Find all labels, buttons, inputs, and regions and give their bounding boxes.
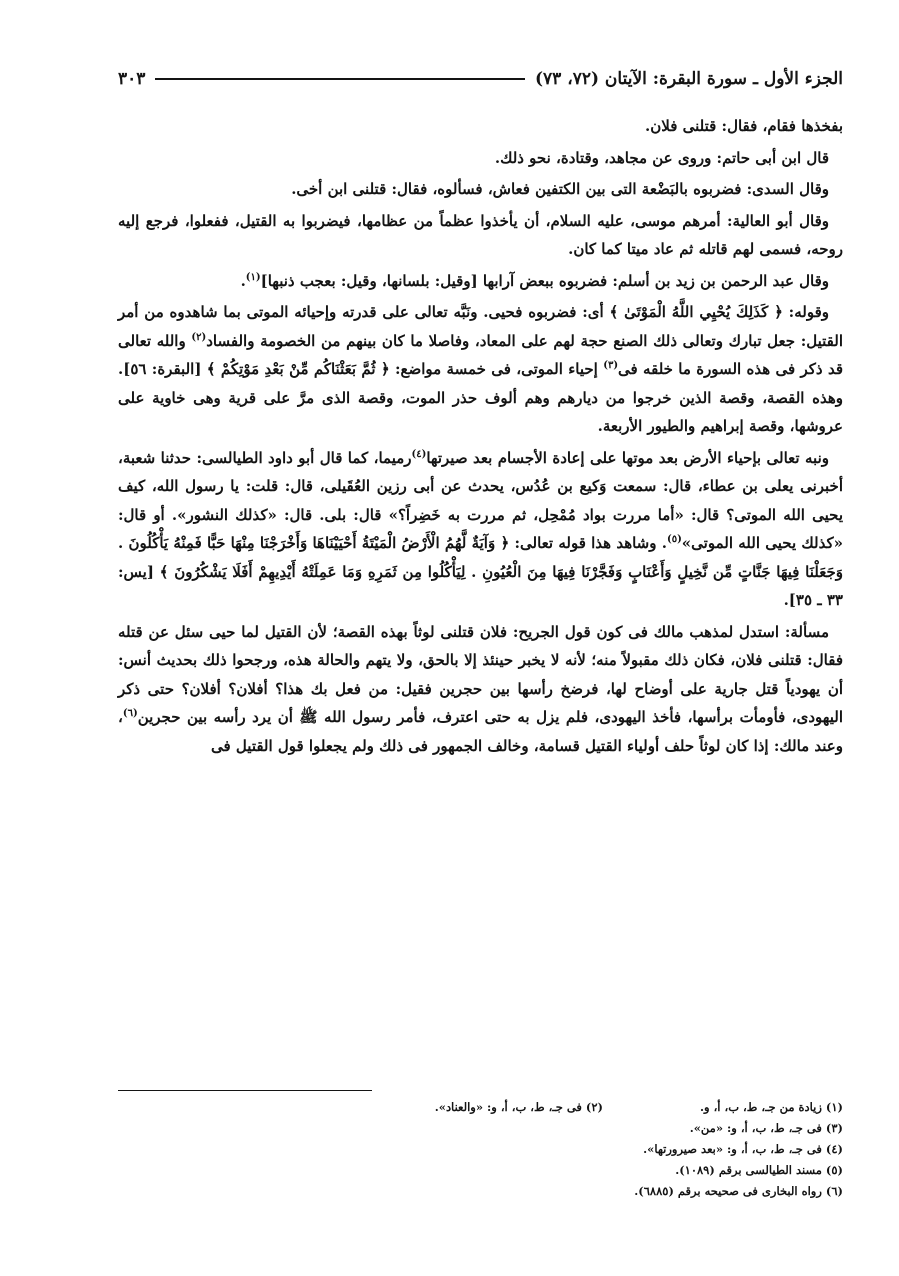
paragraph (118, 618, 843, 761)
footnote: (٢) فى جـ، ط، ب، أ، و: «والعناد». (434, 1100, 603, 1114)
footnote: (٤) فى جـ، ط، ب، أ، و: «بعد صيرورتها». (643, 1142, 843, 1156)
running-title: الجزء الأول ـ سورة البقرة: الآيتان (٧٢، ٧٣) (534, 69, 843, 89)
footnote-ref: (٥) (666, 534, 682, 545)
paragraph: وقال السدى: فضربوه بالبَضْعة التى بين الكتفين فعاش، فسألوه، فقال: قتلنى ابن أخى. (291, 180, 829, 198)
paragraph-text: . وشاهد هذا قوله تعالى: ﴿ وَآيَةٌ لَّهُمُ الْأَرْضُ الْمَيْتَةُ أَحْيَيْنَاهَا وَأَخْرَجْنَا مِنْهَا حَبًّا فَمِنْهُ يَأْكُلُونَ . وَجَعَلْنَا فِيهَا جَنَّاتٍ مِّن نَّخِيلٍ وَأَعْنَابٍ وَفَجَّرْنَا فِيهَا مِنَ الْعُيُونِ . لِيَأْكُلُوا مِن ثَمَرِهِ وَمَا عَمِلَتْهُ أَيْدِيهِمْ أَفَلَا يَشْكُرُونَ ﴾ [يس: ٣٣ ـ ٣٥]. (118, 534, 843, 609)
footnote-rule (118, 1090, 372, 1091)
paragraph-text: ونبه تعالى بإحياء الأرض بعد موتها على إعادة الأجسام بعد صيرتها (426, 448, 830, 467)
paragraph-text: مسألة: استدل لمذهب مالك فى كون قول الجريح: فلان قتلنى لوثاً بهذه القصة؛ لأن القتيل لما حيى سئل عن قتله فقال: قتلنى فلان، فكان ذلك مقبولاً منه؛ لأنه لا يخبر حينئذ إلا بالحق، ولا يتهم والحالة هذه، ورجحوا ذلك بحديث أنس: أن يهودياً قتل جارية على أوضاح لها، فرضخ رأسها بين حجرين فقيل: من فعل بك هذا؟ أفلان؟ أفلان؟ حتى ذكر اليهودى، فأومأت برأسها، فأخذ اليهودى، فلم يزل به حتى اعترف، فأمر رسول الله ﷺ أن يرد رأسه بين حجرين (118, 622, 843, 726)
footnote-row (118, 1097, 843, 1118)
footnote-ref: (٦) (122, 708, 138, 719)
paragraph: وقال أبو العالية: أمرهم موسى، عليه السلام، أن يأخذوا عظماً من عظامها، فيضربوا به القتيل، ففعلوا، فرجع إليه روحه، فسمى لهم قاتله ثم عاد ميتا كما كان. (118, 211, 843, 258)
footnote-ref: (٢) (191, 331, 207, 343)
footnote: (٥) مسند الطيالسى برقم (١٠٨٩). (675, 1163, 843, 1177)
paragraph-text: رميما، كما قال أبو داود الطيالسى: حدثنا شعبة، أخبرنى يعلى بن عطاء، قال: سمعت وَكيع بن عُدُس، يحدث عن أبى رزين العُقَيلى، قال: قلت: يا رسول الله، كيف يحيى الله الموتى؟ قال: «أما مررت بواد مُمْحِل، ثم مررت به خَضِراً؟» قال: بلى. قال: «كذلك النشور». أو قال: «كذلك يحيى الله الموتى» (118, 448, 843, 552)
header-rule (155, 78, 525, 80)
paragraph (118, 444, 843, 615)
footnote: (٣) فى جـ، ط، ب، أ، و: «من». (689, 1121, 843, 1135)
page-body (118, 112, 843, 763)
paragraph-text: والله تعالى قد ذكر فى هذه السورة ما خلقه فى (118, 331, 843, 378)
page-header (118, 66, 843, 92)
paragraph (118, 298, 843, 441)
footnote-ref: (٤) (411, 448, 427, 460)
paragraph: قال ابن أبى حاتم: وروى عن مجاهد، وقتادة، نحو ذلك. (494, 148, 829, 167)
footnote: (٦) رواه البخارى فى صحيحه برقم (٦٨٨٥). (634, 1184, 843, 1198)
paragraph-text: وقال عبد الرحمن بن زيد بن أسلم: فضربوه ببعض آرابها [وقيل: بلسانها، وقيل: بعجب ذنبها] (260, 271, 829, 290)
paragraph-text: وقوله: ﴿ كَذَلِكَ يُحْيِي اللَّهُ الْمَوْتَىٰ ﴾ أى: فضربوه فحيى. ونَبَّه تعالى على قدرته وإحيائه الموتى بما شاهدوه من أمر القتيل: جعل تبارك وتعالى ذلك الصنع حجة لهم على المعاد، وفاصلا ما كان بينهم من الخصومة والفساد (118, 303, 843, 350)
paragraph: بفخذها فقام، فقال: قتلنى فلان. (645, 117, 843, 135)
book-page (118, 66, 843, 1216)
footnote-ref: (١) (245, 271, 261, 283)
footnotes (118, 1097, 843, 1202)
paragraph-text: إحياء الموتى، فى خمسة مواضع: ﴿ ثُمَّ بَعَثْنَاكُم مِّنْ بَعْدِ مَوْتِكُمْ ﴾ [البقرة: ٥٦]. وهذه القصة، وقصة الذين خرجوا من ديارهم وهم ألوف حذر الموت، وقصة الذى مرَّ على قرية وهى خاوية على عروشها، وقصة إبراهيم والطيور الأربعة. (118, 360, 843, 435)
paragraph-text: ، وعند مالك: إذا كان لوثاً حلف أولياء القتيل قسامة، وخالف الجمهور فى ذلك ولم يجعلوا قول القتيل فى (118, 708, 843, 755)
page-number: ٣٠٣ (118, 69, 146, 89)
footnote-ref: (٣) (603, 360, 619, 371)
footnote: (١) زيادة من جـ، ط، ب، أ، و. (700, 1100, 843, 1114)
paragraph: وقال عبد الرحمن بن زيد بن أسلم: فضربوه ببعض آرابها [وقيل: بلسانها، وقيل: بعجب ذنبها]$^{(١)}$. (240, 271, 829, 290)
